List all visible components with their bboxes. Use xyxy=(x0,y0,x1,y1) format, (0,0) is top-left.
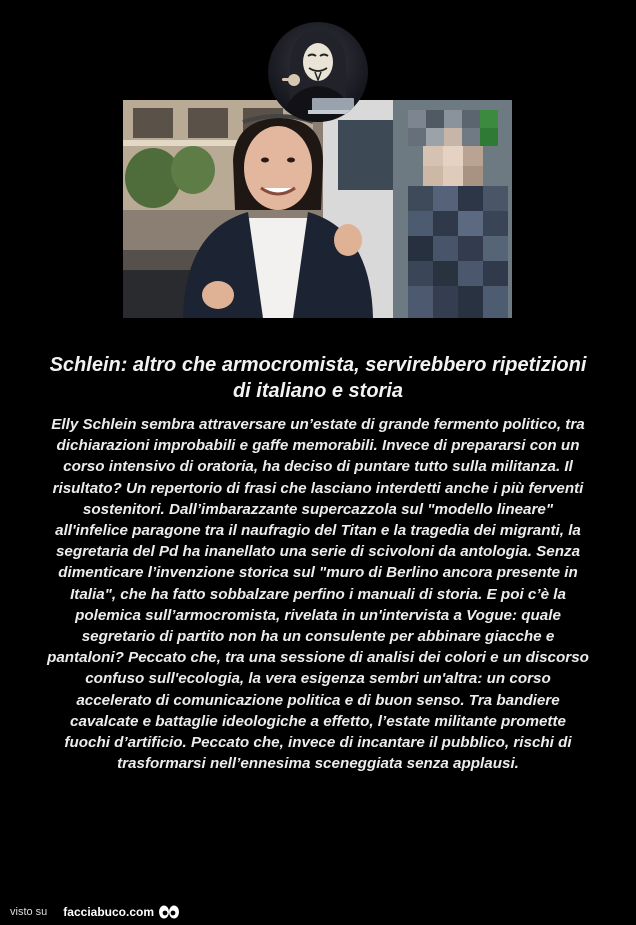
hacker-avatar-icon xyxy=(268,22,368,122)
article-title: Schlein: altro che armocromista, servirebbero ripetizioni di italiano e storia xyxy=(49,354,587,402)
footer[interactable] xyxy=(10,902,180,922)
visto-label: visto su xyxy=(10,906,48,918)
article-body: Elly Schlein sembra attraversare un’estate di grande fermento politico, tra dichiarazioni improbabili e gaffe memorabili. Invece di prepararsi con un corso intensivo di oratoria, ha deciso di puntare tutto sulla militanza. Il risultato? Un repertorio di frasi che lasciano interdetti anche i più ferventi sostenitori. Dall’imbarazzante supercazzola sul "modello lineare" all'infelice paragone tra il naufragio del Titan e la tragedia dei migranti, la segretaria del Pd ha inanellato una serie di scivoloni da antologia. Senza dimenticare l’invenzione storica sul "muro di Berlino ancora presente in Italia", che ha fatto sobbalzare perfino i manuali di storia. E poi c’è la polemica sull’armocromista, rivelata in un'intervista a Vogue: quale segretario di partito non ha un consulente per abbinare giacche e pantaloni? Peccato che, tra una sessione di analisi dei colori e un discorso confuso sull'ecologia, la vera esigenza sembri un'altra: un corso accelerato di comunicazione politica e di buon senso. Tra bandiere cavalcate e battaglie ideologiche a effetto, l’estate militante promette fuochi d’artificio. Peccato che, invece di incantare il pubblico, rischi di trasformarsi nell’ennesima sceneggiata senza applausi. xyxy=(47,416,589,773)
eyes-icon xyxy=(158,904,180,920)
brand-link[interactable]: facciabuco.com xyxy=(63,905,154,919)
news-photo xyxy=(123,100,512,318)
